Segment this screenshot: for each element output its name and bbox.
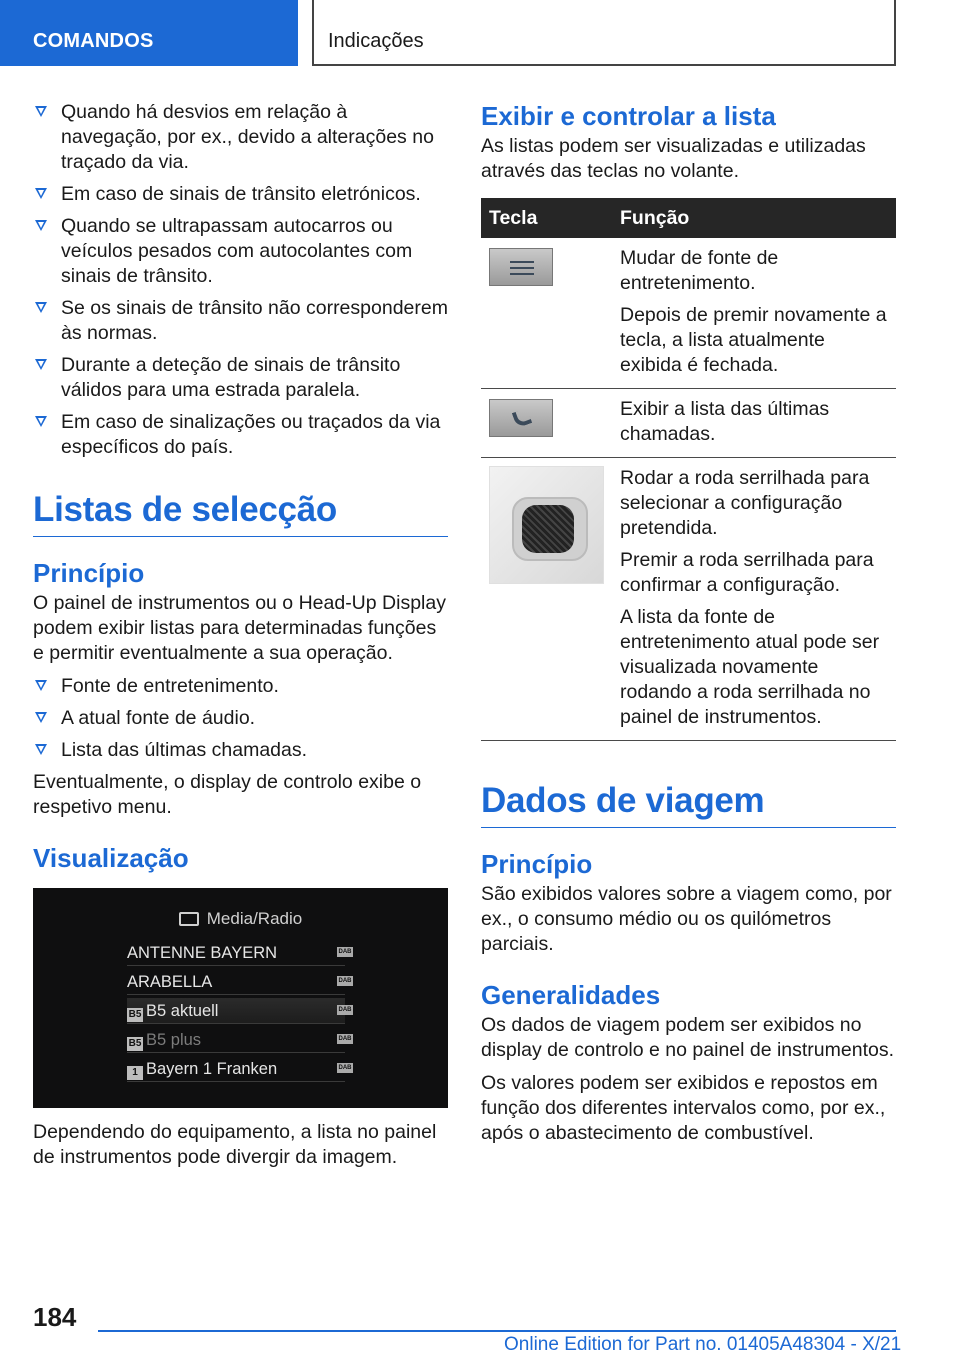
dab-badge-icon: DAB bbox=[338, 949, 352, 955]
subheading-principio: Princípio bbox=[33, 558, 145, 588]
subheading-generalidades: Generalidades bbox=[481, 980, 661, 1010]
footer-edition-link[interactable]: Online Edition for Part no. 01405A48304 - X/21 bbox=[504, 1334, 902, 1355]
triangle-bullet-icon bbox=[35, 359, 47, 370]
dab-badge-icon: DAB bbox=[338, 978, 352, 984]
triangle-bullet-icon bbox=[35, 302, 47, 313]
paragraph: O painel de instrumentos ou o Head-Up Display podem exibir listas para determinadas funções e permitir eventualmente a sua operação. bbox=[33, 592, 446, 664]
list-item: Fonte de entretenimento. bbox=[33, 674, 448, 699]
list-item: Quando há desvios em relação à navegação, por ex., devido a alterações no traçado da via. bbox=[33, 100, 448, 175]
media-list-item: ANTENNE BAYERN DAB bbox=[127, 940, 345, 966]
section-heading-dados: Dados de viagem bbox=[481, 781, 896, 828]
media-list-item: 1 Bayern 1 Franken DAB bbox=[127, 1056, 345, 1082]
table-header-funcao: Função bbox=[612, 198, 896, 238]
paragraph: Eventualmente, o display de controlo exibe o respetivo menu. bbox=[33, 771, 422, 818]
left-column bbox=[33, 100, 448, 1178]
phone-key-icon bbox=[489, 399, 553, 437]
list-item: Durante a deteção de sinais de trânsito válidos para uma estrada paralela. bbox=[33, 353, 448, 403]
subheading-visualizacao: Visualização bbox=[33, 843, 189, 873]
header-section-tab bbox=[0, 0, 298, 66]
station-logo-icon: B5 bbox=[128, 1038, 142, 1049]
triangle-bullet-icon bbox=[35, 106, 47, 117]
triangle-bullet-icon bbox=[35, 416, 47, 427]
dab-badge-icon: DAB bbox=[338, 1065, 352, 1071]
header-section-title: COMANDOS bbox=[33, 30, 154, 52]
section-heading-listas: Listas de selecção bbox=[33, 490, 448, 537]
subheading-principio: Princípio bbox=[481, 849, 593, 879]
triangle-bullet-icon bbox=[35, 220, 47, 231]
header-chapter-box bbox=[312, 0, 896, 66]
list-item: A atual fonte de áudio. bbox=[33, 706, 448, 731]
station-logo-icon: B5 bbox=[128, 1009, 142, 1020]
media-icon bbox=[179, 912, 199, 926]
list-item: Quando se ultrapassam autocarros ou veículos pesados com autocolantes com sinais de trânsito. bbox=[33, 214, 448, 289]
table-row: Rodar a roda serrilhada para selecionar a configuração pretendida. Premir a roda serrilhada para confirmar a configuração. A lista da fonte de entretenimento atual pode ser visualizada novamente rodando a roda serrilhada no painel de instrumentos. bbox=[481, 458, 896, 741]
dab-badge-icon: DAB bbox=[338, 1007, 352, 1013]
media-radio-header: Media/Radio bbox=[33, 906, 448, 931]
paragraph: As listas podem ser visualizadas e utilizadas através das teclas no volante. bbox=[481, 135, 866, 182]
station-logo-icon: 1 bbox=[127, 1066, 143, 1080]
table-row: Mudar de fonte de entretenimento. Depois de premir novamente a tecla, a lista atualmente exibida é fechada. bbox=[481, 238, 896, 389]
table-header-tecla: Tecla bbox=[481, 198, 612, 238]
paragraph: Os valores podem ser exibidos e repostos em função dos diferentes intervalos como, por ex., após o abastecimento de combustível. bbox=[481, 1072, 886, 1144]
table-row: Exibir a lista das últimas chamadas. bbox=[481, 389, 896, 458]
list-item: Lista das últimas chamadas. bbox=[33, 738, 448, 763]
paragraph: São exibidos valores sobre a viagem como, por ex., o consumo médio ou os quilómetros parciais. bbox=[481, 883, 892, 955]
triangle-bullet-icon bbox=[35, 712, 47, 723]
triangle-bullet-icon bbox=[35, 188, 47, 199]
thumbwheel-icon bbox=[489, 466, 604, 584]
list-item: Se os sinais de trânsito não corresponderem às normas. bbox=[33, 296, 448, 346]
triangle-bullet-icon bbox=[35, 680, 47, 691]
paragraph: Dependendo do equipamento, a lista no painel de instrumentos pode divergir da imagem. bbox=[33, 1121, 437, 1168]
media-list-item: B5 B5 aktuell DAB bbox=[127, 998, 345, 1024]
list-item: Em caso de sinais de trânsito eletrónicos. bbox=[33, 182, 448, 207]
media-list-item: ARABELLA DAB bbox=[127, 969, 345, 995]
table-header-row bbox=[481, 198, 896, 238]
footer-divider bbox=[98, 1330, 896, 1332]
dab-badge-icon: DAB bbox=[338, 1036, 352, 1042]
media-list-item: B5 B5 plus DAB bbox=[127, 1027, 345, 1053]
list-key-icon bbox=[489, 248, 553, 286]
list-item: Em caso de sinalizações ou traçados da via específicos do país. bbox=[33, 410, 448, 460]
keys-table bbox=[481, 198, 896, 741]
subheading-exibir: Exibir e controlar a lista bbox=[481, 101, 776, 131]
right-column bbox=[481, 100, 896, 1154]
paragraph: Os dados de viagem podem ser exibidos no display de controlo e no painel de instrumentos. bbox=[481, 1014, 895, 1061]
media-radio-screen-image bbox=[33, 888, 448, 1108]
triangle-bullet-icon bbox=[35, 744, 47, 755]
page-number: 184 bbox=[33, 1302, 77, 1332]
header-chapter-title: Indicações bbox=[328, 30, 424, 52]
